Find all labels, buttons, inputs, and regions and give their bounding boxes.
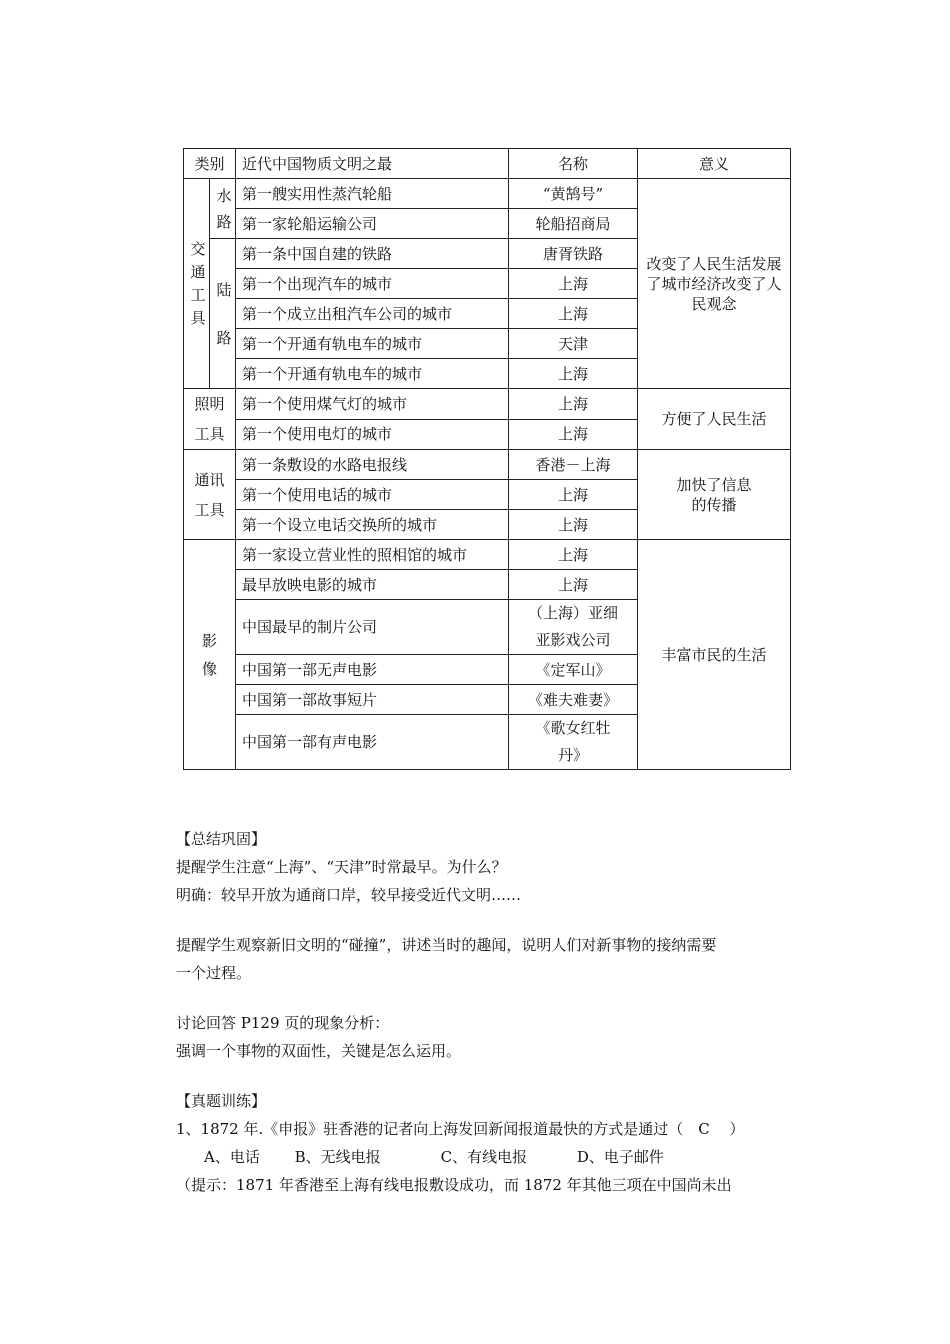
summary-line: 强调一个事物的双面性，关键是怎么运用。 (176, 1042, 462, 1060)
row-item: 第一家设立营业性的照相馆的城市 (236, 540, 509, 570)
summary-line: 提醒学生观察新旧文明的“碰撞”，讲述当时的趣闻，说明人们对新事物的接纳需要 (176, 936, 717, 954)
row-name: 上海 (509, 419, 638, 450)
row-item: 第一条敷设的水路电报线 (236, 450, 509, 480)
table-row (184, 450, 791, 480)
table-row (184, 389, 791, 420)
row-name: 上海 (509, 299, 638, 329)
table-row (184, 540, 791, 570)
summary-heading: 【总结巩固】 (176, 830, 267, 848)
row-name: 上海 (509, 269, 638, 299)
row-item: 第一条中国自建的铁路 (236, 239, 509, 269)
row-name: 香港－上海 (509, 450, 638, 480)
category-lighting: 照明工具 (184, 389, 236, 450)
row-item: 第一家轮船运输公司 (236, 209, 509, 239)
row-name: 天津 (509, 329, 638, 359)
row-item: 中国第一部故事短片 (236, 685, 509, 715)
meaning-line: 加快了信息 (676, 475, 752, 494)
meaning-film: 丰富市民的生活 (638, 540, 791, 770)
table-header-row (184, 149, 791, 179)
row-name: 上海 (509, 480, 638, 510)
practice-question: 1、1872 年.《申报》驻香港的记者向上海发回新闻报道最快的方式是通过（ C ） (176, 1120, 745, 1138)
category-transport: 交通工具 (184, 179, 210, 389)
practice-heading: 【真题训练】 (176, 1092, 267, 1110)
row-item: 中国第一部有声电影 (236, 715, 509, 770)
row-item: 中国最早的制片公司 (236, 600, 509, 655)
row-name: 轮船招商局 (509, 209, 638, 239)
row-item: 第一个设立电话交换所的城市 (236, 510, 509, 540)
practice-options: A、电话 B、无线电报 C、有线电报 D、电子邮件 (204, 1148, 664, 1166)
row-name: 上海 (509, 389, 638, 420)
header-category: 类别 (184, 149, 236, 179)
meaning-line: 的传播 (691, 495, 737, 514)
row-item: 第一个开通有轨电车的城市 (236, 329, 509, 359)
row-name: “黄鹄号” (509, 179, 638, 209)
row-name: 《定军山》 (509, 655, 638, 685)
row-name: 上海 (509, 510, 638, 540)
summary-line: 明确：较早开放为通商口岸，较早接受近代文明…… (176, 886, 522, 904)
row-name: 《难夫难妻》 (509, 685, 638, 715)
header-name: 名称 (509, 149, 638, 179)
row-name: 上海 (509, 570, 638, 600)
meaning-transport: 改变了人民生活发展了城市经济改变了人民观念 (638, 179, 791, 389)
row-item: 第一艘实用性蒸汽轮船 (236, 179, 509, 209)
row-item: 第一个使用煤气灯的城市 (236, 389, 509, 420)
row-item: 第一个出现汽车的城市 (236, 269, 509, 299)
subcategory-land: 陆路 (210, 239, 236, 389)
row-item: 第一个使用电话的城市 (236, 480, 509, 510)
subcategory-water: 水路 (210, 179, 236, 239)
row-name: 唐胥铁路 (509, 239, 638, 269)
summary-section (176, 825, 816, 1199)
row-name: 上海 (509, 540, 638, 570)
row-name (509, 600, 638, 655)
row-item: 第一个开通有轨电车的城市 (236, 359, 509, 389)
row-name-line: 《歌女红牡 (535, 719, 611, 737)
header-item: 近代中国物质文明之最 (236, 149, 509, 179)
row-item: 最早放映电影的城市 (236, 570, 509, 600)
civilization-table (183, 148, 791, 770)
summary-line: 一个过程。 (176, 964, 252, 982)
row-item: 第一个成立出租汽车公司的城市 (236, 299, 509, 329)
row-name: 上海 (509, 359, 638, 389)
row-name-line: 亚影戏公司 (535, 631, 611, 649)
table-row (184, 179, 791, 209)
row-item: 中国第一部无声电影 (236, 655, 509, 685)
row-name-line: （上海）亚细 (528, 604, 619, 622)
meaning-communication (638, 450, 791, 540)
meaning-lighting: 方便了人民生活 (638, 389, 791, 450)
row-name-line: 丹》 (558, 746, 589, 764)
row-item: 第一个使用电灯的城市 (236, 419, 509, 450)
practice-hint: （提示：1871 年香港至上海有线电报敷设成功，而 1872 年其他三项在中国尚未出 (176, 1176, 732, 1194)
summary-line: 提醒学生注意“上海”、“天津”时常最早。为什么？ (176, 858, 507, 876)
header-meaning: 意义 (638, 149, 791, 179)
row-name (509, 715, 638, 770)
category-communication: 通讯工具 (184, 450, 236, 540)
category-film: 影像 (184, 540, 236, 770)
summary-line: 讨论回答 P129 页的现象分析： (176, 1014, 390, 1032)
